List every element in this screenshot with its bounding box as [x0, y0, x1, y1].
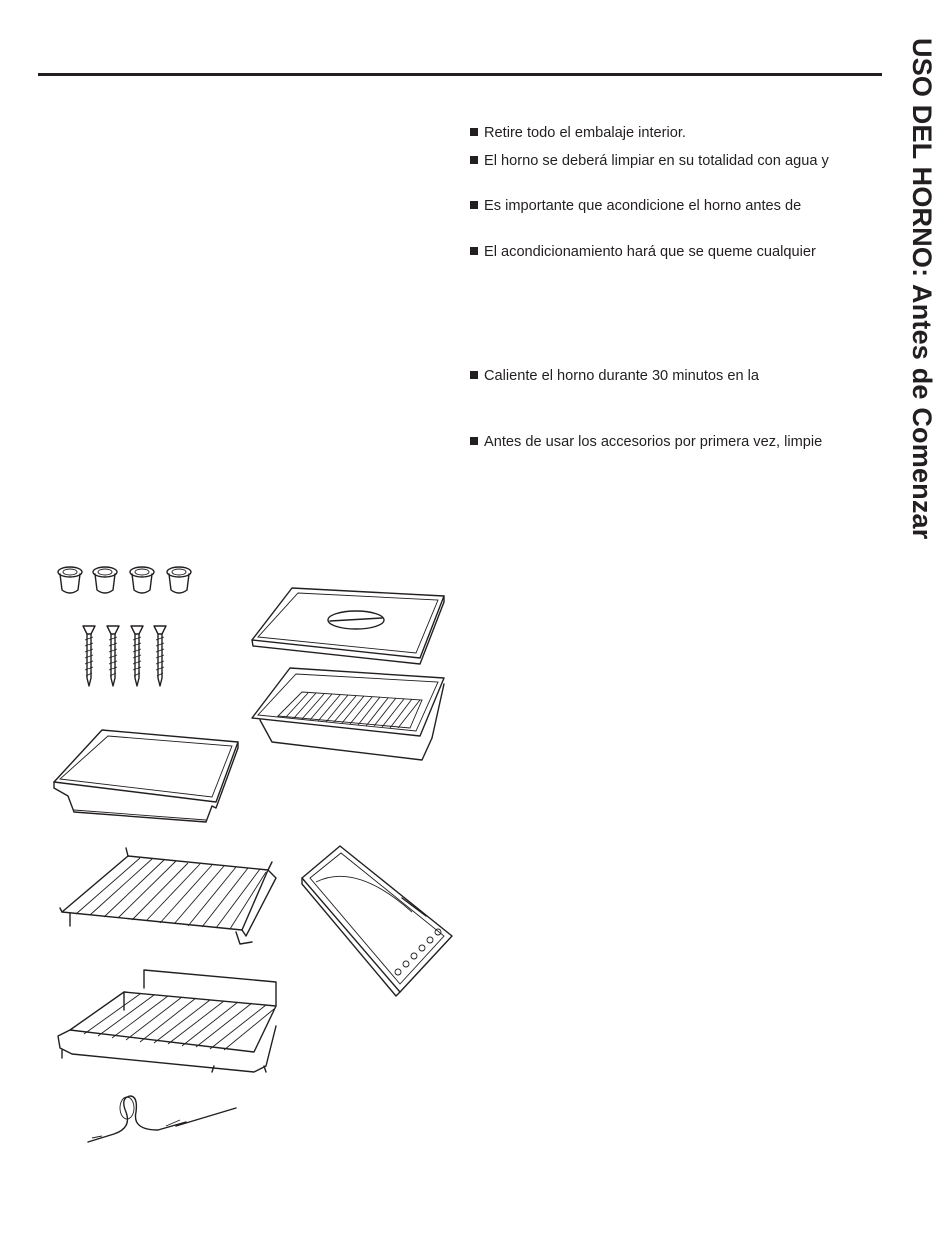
list-item [470, 243, 816, 261]
bullet-text: Antes de usar los accesorios por primera vez, limpie [484, 434, 823, 450]
grill-pan-icon [252, 668, 444, 760]
accessories-illustration [40, 560, 460, 1160]
bullet-square-icon [470, 201, 478, 209]
bullet-text: El horno se deberá limpiar en su totalidad con agua y [484, 153, 829, 169]
bullet-text: El acondicionamiento hará que se queme cualquier [484, 244, 816, 260]
deep-pan-icon [54, 730, 238, 822]
list-item [470, 124, 686, 142]
wire-rack-icon [60, 848, 276, 944]
bullet-square-icon [470, 371, 478, 379]
top-rule [38, 73, 882, 76]
list-item [470, 367, 759, 385]
bullet-text: Retire todo el embalaje interior. [484, 125, 686, 141]
crumb-tray-icon [302, 846, 452, 996]
screws-icon [83, 626, 166, 686]
list-item [470, 433, 822, 451]
bullet-square-icon [470, 437, 478, 445]
bullet-square-icon [470, 128, 478, 136]
bullet-text: Es importante que acondicione el horno antes de [484, 198, 802, 214]
pan-cover-icon [252, 588, 444, 664]
list-item [470, 152, 829, 170]
list-item [470, 197, 801, 215]
bullet-square-icon [470, 156, 478, 164]
section-title: USO DEL HORNO: Antes de Comenzar [907, 38, 937, 540]
bullet-square-icon [470, 247, 478, 255]
rack-basket-icon [58, 970, 276, 1072]
accessories-drawing [40, 560, 460, 1160]
temperature-probe-icon [88, 1096, 236, 1142]
bumper-feet-icon [58, 567, 191, 593]
bullet-text: Caliente el horno durante 30 minutos en la [484, 368, 760, 384]
